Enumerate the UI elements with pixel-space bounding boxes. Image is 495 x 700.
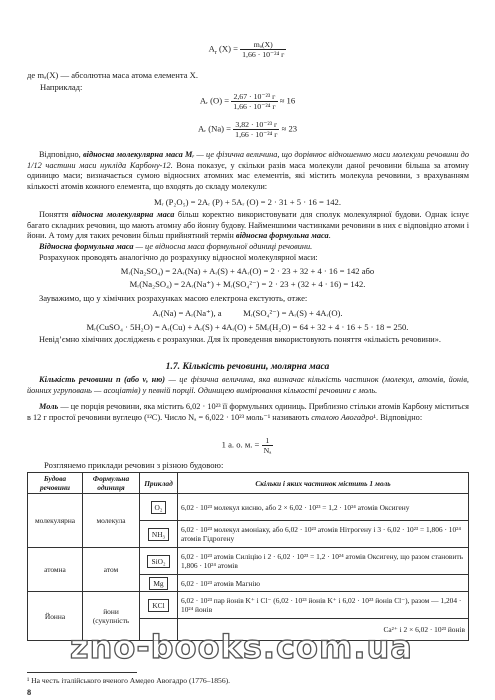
equation-na2so4-atoms: Mᵣ(Na₂SO₄) = 2Aᵣ(Na) + Aᵣ(S) + 4Aᵣ(O) = 2 · 23 + 32 + 4 · 16 = 142 або (120, 266, 375, 276)
table-row: Mg 6,02 · 10²³ атомів Магнію (28, 575, 469, 592)
footnote: ¹ На честь італійського вченого Амедео Авогадро (1776–1856). (27, 676, 231, 685)
equation-cuso4: Mᵣ(CuSO₄ · 5H₂O) = Aᵣ(Cu) + Aᵣ(S) + 4Aᵣ(O) + 5Mᵣ(H₂O) = 64 + 32 + 4 · 16 + 5 · 18 = 250. (86, 322, 409, 332)
example-oxygen: Aᵣ (O) = $\frac{\text{2,67 · 10⁻²³ г}}{\text{1,66 · 10⁻²⁴ г}}$ ≈ 16 (199, 92, 296, 111)
table-row: атомна атом SiO₂ 6,02 · 10²³ атомів Силіцію і 2 · 6,02 · 10²³ = 1,2 · 10²⁴ атомів Оксигену, що разом становить 1,806 · 10²⁴ атомів (28, 548, 469, 575)
paragraph-formula-mass: Поняття відносна молекулярна маса більш коректно використовувати для сполук молекулярної будови. Однак існує багато складних речовин, що мають атомну або йонну будову. Найменшими частинками речовини в них є відповідно атоми і йони. А тому для таких речовин більш прийнятний термін відносна формульна маса. Відносна формульна маса — це відносна маса формульної одиниці речовини. Розрахунок проводять аналогічно до розрахунку відносної молекулярної маси: (27, 210, 469, 262)
table-row: Ca²⁺ і 2 × 6,02 · 10²³ йонів (28, 619, 469, 641)
paragraph-mole: Моль — це порція речовини, яка містить 6,02 · 10²³ її формульних одиниць. Приблизно стільки атомів Карбону міститься в 12 г простої речовини вуглецю (¹²C). Число Nₐ = 6,022 · 10²³ моль⁻¹ називають сталою Авогадро¹. Відповідно: (27, 402, 469, 422)
section-title: 1.7. Кількість речовини, молярна маса (165, 361, 330, 372)
equation-amu: 1 а. о. м. = $\frac{1}{\text{Nₐ}}$ (221, 436, 272, 455)
ma-definition: де mₐ(X) — абсолютна маса атома елемента X. (27, 70, 199, 80)
equation-na2so4-ions: Mᵣ(Na₂SO₄) = 2Aᵣ(Na⁺) + Mᵣ(SO₄²⁻) = 2 · 23 + (32 + 4 · 16) = 142. (129, 279, 366, 289)
equation-ions: Aᵣ(Na) = Aᵣ(Na⁺), а Mᵣ(SO₄²⁻) = Aᵣ(S) + 4Aᵣ(O). (152, 308, 343, 318)
table-row: Йонна йони (сукупність KCl 6,02 · 10²³ пар йонів K⁺ і Cl⁻ (6,02 · 10²³ йонів K⁺ і 6,02 · 10²³ йонів Cl⁻), разом — 1,204 · 10²⁴ йонів (28, 592, 469, 619)
note-electron-mass: Зауважимо, що у хімічних розрахунках масою електрона екстують, отже: (39, 293, 308, 303)
footnote-divider (27, 672, 137, 673)
table-intro: Розглянемо приклади речовин з різною будовою: (44, 460, 224, 470)
page-number: 8 (27, 688, 32, 697)
paragraph-amount-of-substance: Кількість речовини n (або ν, ню) — це фізична величина, яка визначає кількість частинок (молекул, атомів, йонів, йонних угруповань — асоціатів) у певній порції. Одиницею вимірювання кількості речовини є моль. (27, 375, 469, 395)
example-label: Наприклад: (40, 82, 83, 92)
fraction: $\frac{\text{mₐ(X)}}{\text{1,66 · 10⁻²⁴ г}}$ (242, 40, 285, 59)
table-header-row: Будова речовини Формульна одиниця Приклад Скільки і яких частинок містить 1 моль (28, 473, 469, 494)
formula-relative-atomic-mass: $A_r$ (X) = $\frac{\text{mₐ(X)}}{\text{1,66 · 10⁻²⁴ г}}$ (208, 40, 285, 59)
equation-p2o5: Mᵣ (P₂O₅) = 2Aᵣ (P) + 5Aᵣ (O) = 2 · 31 + 5 · 16 = 142. (154, 197, 341, 207)
watermark: zno-books.com.ua (70, 628, 413, 666)
substance-structure-table (27, 472, 469, 641)
table-row: молекулярна молекула O₂ 6,02 · 10²³ молекул кисню, або 2 × 6,02 · 10²³ = 1,2 · 10²⁴ атомів Оксигену (28, 494, 469, 521)
paragraph-calculations: Невід’ємно хімічних досліджень є розрахунки. Для їх проведення використовують поняття «кількість речовини». (39, 335, 441, 344)
paragraph-molecular-mass: Відповідно, відносна молекулярна маса Mᵣ — це фізична величина, що дорівнює відношенню маси молекули речовини до 1/12 частини маси нукліда Карбону-12. Вона показує, у скільки разів маса молекули даної речовини більша за атомну одиницю маси; визначається сумою відносних атомних мас елементів, які містить молекула речовини, з врахуванням кількості атомів кожного елемента, що входять до складу молекули: (27, 150, 470, 192)
table-row: NH₃ 6,02 · 10²³ молекул амоніаку, або 6,02 · 10²³ атомів Нітрогену і 3 · 6,02 · 10²³ = 1,806 · 10²⁴ атомів Гідрогену (28, 521, 469, 548)
example-sodium: Aᵣ (Na) = $\frac{\text{3,82 · 10⁻²³ г}}{\text{1,66 · 10⁻²⁴ г}}$ ≈ 23 (197, 120, 298, 139)
